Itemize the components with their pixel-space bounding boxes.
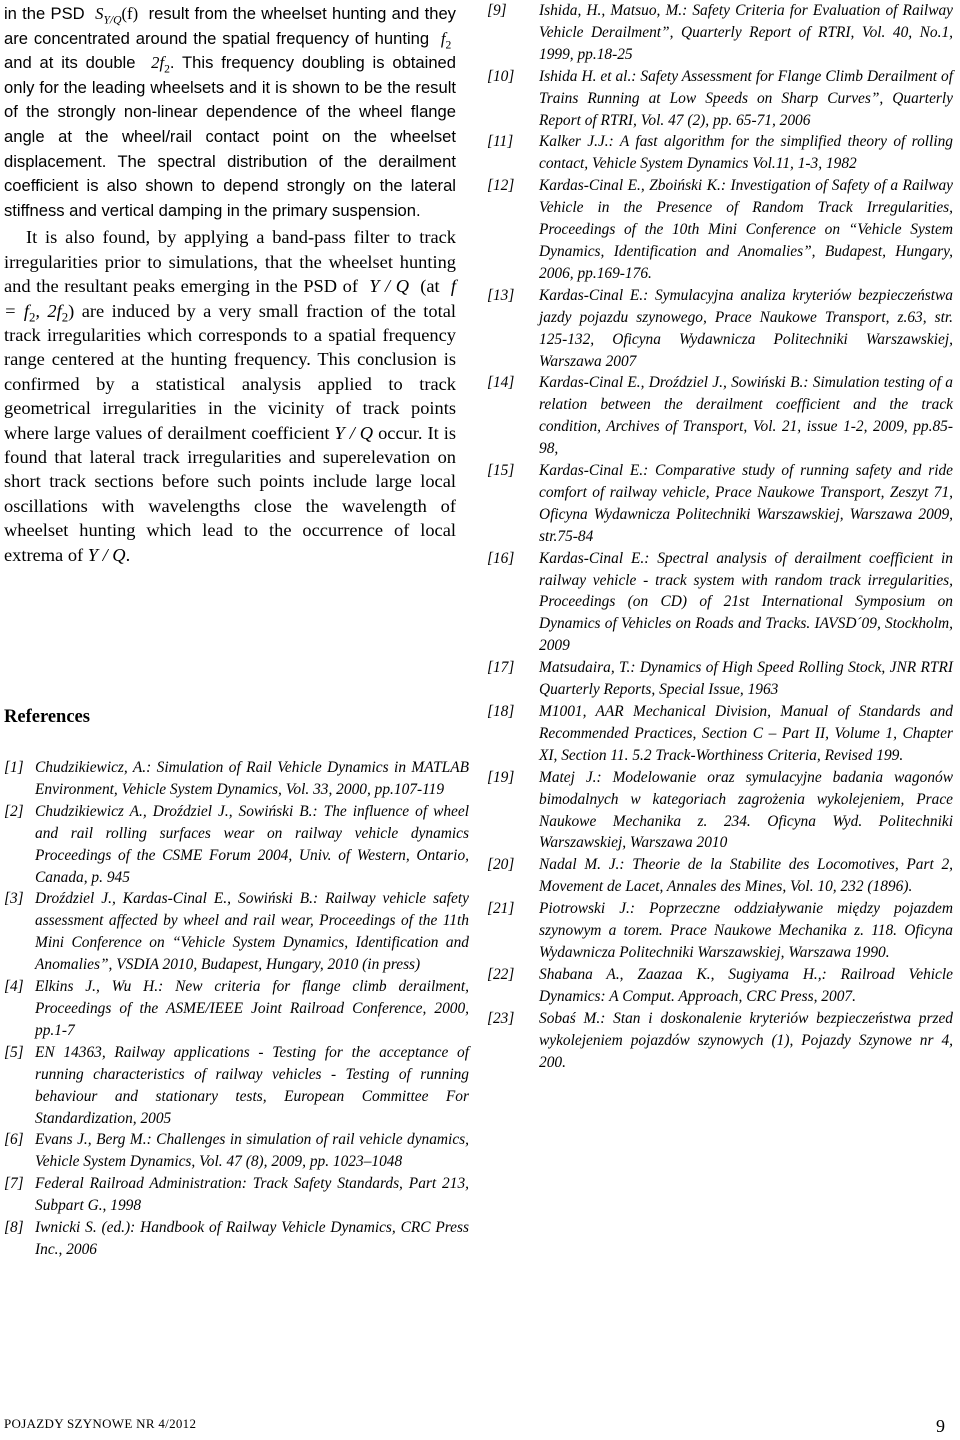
references-list-right xyxy=(487,0,953,1073)
paragraph-text: and at its double xyxy=(4,53,136,73)
reference-item xyxy=(4,1173,469,1217)
reference-item xyxy=(4,801,469,889)
math-y-over-q: Y / Q xyxy=(334,422,374,443)
reference-item xyxy=(487,1008,953,1074)
reference-number: [19] xyxy=(487,768,515,786)
reference-item xyxy=(487,657,953,701)
math-psd-symbol: $S_{Y/Q}(f)$ xyxy=(95,4,139,27)
reference-text: Federal Railroad Administration: Track Safety Standards, Part 213, Subpart G., 1998 xyxy=(35,1175,469,1215)
reference-item xyxy=(4,1217,469,1261)
page-number: 9 xyxy=(936,1416,945,1436)
reference-item xyxy=(487,131,953,175)
math-hunting-freqs: $f = f_2$, $2f_2$ xyxy=(4,276,457,325)
reference-text: Chudzikiewicz, A.: Simulation of Rail Vehicle Dynamics in MATLAB Environment, Vehicle System Dynamics, Vol. 33, 2000, pp.107-119 xyxy=(35,759,469,798)
references-heading: References xyxy=(4,707,90,727)
math-y-over-q: Y / Q xyxy=(87,544,126,565)
reference-number: [10] xyxy=(487,67,515,85)
reference-number: [7] xyxy=(4,1175,24,1193)
paragraph-text: . This frequency doubling is obtained only for the leading wheelsets and it is shown to be the result of the strongly non-linear dependence of the wheel flange angle at the wheel/rail contact point on the wheelset displacement. The spectral distribution of the derailment coefficient is also shown to depend strongly on the lateral stiffness and vertical damping in the primary suspension. xyxy=(4,53,457,220)
reference-item xyxy=(487,854,953,898)
reference-number: [23] xyxy=(487,1009,515,1027)
reference-text: Iwnicki S. (ed.): Handbook of Railway Vehicle Dynamics, CRC Press Inc., 2006 xyxy=(35,1219,469,1258)
body-paragraph-1 xyxy=(4,0,456,223)
reference-number: [11] xyxy=(487,133,514,151)
reference-item xyxy=(487,767,953,855)
reference-text: Kardas-Cinal E.: Comparative study of running safety and ride comfort of railway vehicle, Prace Naukowe Transport, Zeszyt 71, Oficyna Wydawnicza Politechniki Warszawskiej, Warszawa 2009, str.75-84 xyxy=(539,462,953,545)
reference-number: [15] xyxy=(487,462,515,480)
reference-text: Droździel J., Kardas-Cinal E., Sowiński B.: Railway vehicle safety assessment affected by wheel and rail wear, Proceedings of the 11th Mini Conference on “Vehicle System Dynamics, Identification and Anomalies”, VSDIA 2010, Budapest, Hungary, 2010 (in press) xyxy=(35,890,469,974)
reference-number: [3] xyxy=(4,890,24,908)
reference-number: [14] xyxy=(487,374,515,392)
journal-footer: POJAZDY SZYNOWE NR 4/2012 xyxy=(4,1416,197,1431)
left-column xyxy=(4,0,469,1258)
reference-text: Kalker J.J.: A fast algorithm for the simplified theory of rolling contact, Vehicle System Dynamics Vol.11, 1-3, 1982 xyxy=(539,133,953,173)
reference-item xyxy=(4,888,469,976)
reference-item xyxy=(4,1129,469,1173)
reference-number: [2] xyxy=(4,802,24,820)
reference-number: [20] xyxy=(487,856,515,874)
reference-item xyxy=(487,175,953,285)
reference-text: Matsudaira, T.: Dynamics of High Speed Rolling Stock, JNR RTRI Quarterly Reports, Special Issue, 1963 xyxy=(539,659,953,699)
paragraph-text: occur. It is found that lateral track irregularities and superelevation on short track sections before such points include large local oscillations with wavelengths close the wavelength of wheelset hunting which lead to the occurrence of local extrema of xyxy=(4,422,456,565)
reference-text: Sobaś M.: Stan i doskonalenie kryteriów bezpieczeństwa przed wykolejeniem pojazdów szynowych (1), Pojazdy Szynowe nr 4, 200. xyxy=(539,1009,953,1071)
reference-item xyxy=(487,964,953,1008)
reference-text: Evans J., Berg M.: Challenges in simulation of rail vehicle dynamics, Vehicle System Dynamics, Vol. 47 (8), 2009, pp. 1023–1048 xyxy=(35,1131,469,1171)
math-2f2: $2f_2$ xyxy=(151,53,170,76)
reference-text: Piotrowski J.: Poprzeczne oddziaływanie między pojazdem szynowym a torem. Prace Naukowe Mechanika z. 118. Oficyna Wydawnicza Politechniki Warszawskiej, Warszawa 1990. xyxy=(539,900,953,961)
reference-item xyxy=(487,701,953,767)
reference-item xyxy=(487,372,953,460)
reference-item xyxy=(4,1042,469,1130)
reference-text: M1001, AAR Mechanical Division, Manual of Standards and Recommended Practices, Section C – Part II, Volume 1, Chapter XI, Section 11. 5.2 Track-Worthiness Criteria, Revised 199. xyxy=(539,703,953,764)
paragraph-text: in the PSD xyxy=(4,4,85,23)
reference-number: [6] xyxy=(4,1131,24,1149)
reference-number: [1] xyxy=(4,759,24,776)
reference-item xyxy=(487,460,953,548)
reference-number: [8] xyxy=(4,1219,24,1237)
reference-text: EN 14363, Railway applications - Testing for the acceptance of running characteristics of railway vehicles - Testing of running behaviour and stationary tests, European Committee For Standardization, 2005 xyxy=(35,1043,469,1127)
paragraph-text: (at xyxy=(420,276,440,297)
reference-text: Matej J.: Modelowanie oraz symulacyjne badania wagonów bimodalnych w kategoriach zagrożenia wykolejeniem, Prace Naukowe Mechanika z. 234. Oficyna Wyd. Politechniki Warszawskiej, Warszawa 2010 xyxy=(539,768,953,852)
reference-text: Nadal M. J.: Theorie de la Stabilite des Locomotives, Part 2, Movement de Lacet, Annales des Mines, Vol. 10, 232 (1896). xyxy=(539,856,953,896)
reference-item xyxy=(487,898,953,964)
reference-item xyxy=(4,976,469,1042)
math-y-over-q: Y / Q xyxy=(369,276,410,297)
reference-item xyxy=(487,66,953,132)
reference-number: [13] xyxy=(487,286,515,304)
reference-item xyxy=(4,757,469,801)
math-f2: $f_2$ xyxy=(440,28,452,51)
paragraph-text: result from the wheelset hunting and they are concentrated around the spatial frequency of hunting xyxy=(4,4,456,48)
paragraph-text: ) are induced by a very small fraction of the total track irregularities which corresponds to a spatial frequency range centered at the hunting frequency. This conclusion is confirmed by a statistical analysis applied to track geometrical irregularities in the vicinity of track points where large values of derailment coefficient xyxy=(4,300,456,443)
reference-number: [5] xyxy=(4,1043,24,1061)
paragraph-text: . xyxy=(125,544,131,565)
reference-text: Shabana A., Zaazaa K., Sugiyama H.,: Railroad Vehicle Dynamics: A Comput. Approach, CRC Press, 2007. xyxy=(539,965,953,1005)
reference-text: Kardas-Cinal E.: Spectral analysis of derailment coefficient in railway vehicle - track system with random track irregularities, Proceedings (on CD) of 21st International Symposium on Dynamics of Vehicles on Roads and Tracks. IAVSD´09, Stockholm, 2009 xyxy=(539,549,953,655)
reference-number: [9] xyxy=(487,2,507,19)
reference-item xyxy=(487,285,953,373)
reference-text: Kardas-Cinal E., Droździel J., Sowiński B.: Simulation testing of a relation between the derailment coefficient and the track condition, Archives of Transport, Vol. 21, issue 1-2, 2009, pp.85-98, xyxy=(539,374,953,458)
reference-number: [22] xyxy=(487,965,515,983)
reference-text: Ishida, H., Matsuo, M.: Safety Criteria for Evaluation of Railway Vehicle Derailment”, Quarterly Report of RTRI, Vol. 40, No.1, 1999, pp.18-25 xyxy=(539,2,953,63)
reference-item xyxy=(487,548,953,658)
reference-number: [4] xyxy=(4,978,24,996)
reference-number: [12] xyxy=(487,177,515,195)
reference-text: Elkins J., Wu H.: New criteria for flange climb derailment, Proceedings of the ASME/IEEE Joint Railroad Conference, 2000, pp.1-7 xyxy=(35,978,469,1039)
paragraph-text: It is also found, by applying a band-pass filter to track irregularities prior to simulations, that the wheelset hunting and the resultant peaks emerging in the PSD of xyxy=(4,227,456,297)
references-list-left xyxy=(4,757,469,1261)
reference-text: Kardas-Cinal E., Zboiński K.: Investigation of Safety of a Railway Vehicle in the Presence of Random Track Irregularities, Proceedings of the 10th Mini Conference on “Vehicle System Dynamics, Identification and Anomalies”, Budapest, Hungary, 2006, pp.169-176. xyxy=(539,177,953,282)
reference-number: [16] xyxy=(487,549,515,567)
body-paragraph-2 xyxy=(4,225,456,567)
reference-text: Chudzikiewicz A., Droździel J., Sowiński B.: The influence of wheel and rail rolling surfaces wear on railway vehicle dynamics Proceedings of the CSME Forum 2004, Univ. of Western, Ontario, Canada, p. 945 xyxy=(35,802,469,886)
reference-text: Ishida H. et al.: Safety Assessment for Flange Climb Derailment of Trains Running at Low Speeds on Sharp Curves”, Quarterly Report of RTRI, Vol. 47 (2), pp. 65-71, 2006 xyxy=(539,67,953,129)
reference-text: Kardas-Cinal E.: Symulacyjna analiza kryteriów bezpieczeństwa jazdy pojazdu szynowego, Prace Naukowe Transport, z.63, str. 125-132, Oficyna Wydawnicza Politechniki Warszawskiej, Warszawa 2007 xyxy=(539,286,953,370)
reference-number: [18] xyxy=(487,703,515,720)
reference-number: [21] xyxy=(487,900,515,918)
reference-number: [17] xyxy=(487,659,515,677)
reference-item xyxy=(487,0,953,66)
